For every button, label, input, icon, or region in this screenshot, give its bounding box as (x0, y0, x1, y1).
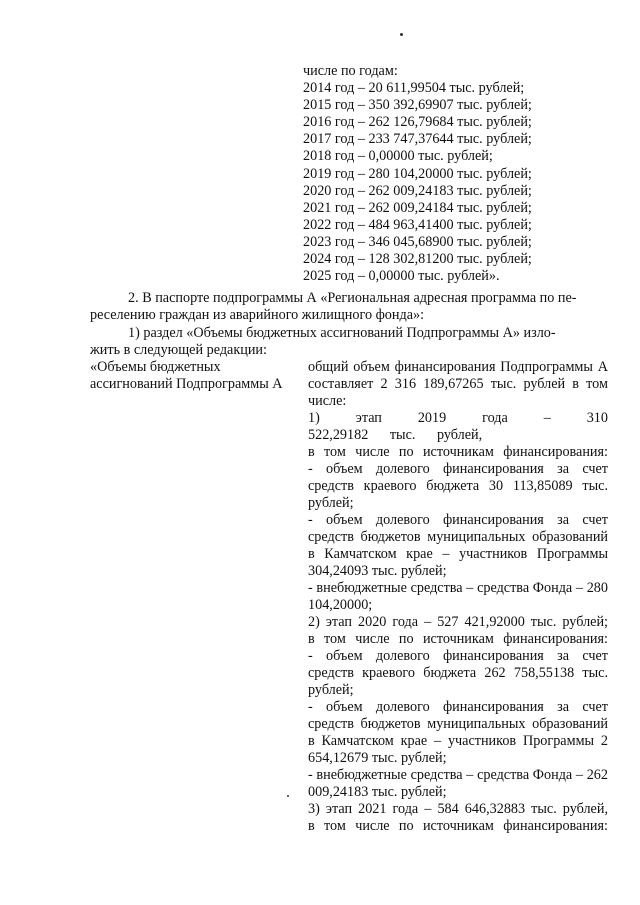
year-row: 2022 год – 484 963,41400 тыс. рублей; (303, 216, 532, 233)
years-list (303, 63, 532, 285)
year-row: 2020 год – 262 009,24183 тыс. рублей; (303, 182, 532, 199)
year-row: 2016 год – 262 126,79684 тыс. рублей; (303, 114, 532, 131)
funding-stage: 1) этап 2019 года – 310 522,29182 тыс. рублей, (308, 410, 608, 443)
paragraph-2-line-1: 2. В паспорте подпрограммы А «Региональная адресная программа по пе- (128, 290, 577, 306)
year-row: 2025 год – 0,00000 тыс. рублей». (303, 268, 500, 285)
paragraph-2-line-2: реселению граждан из аварийного жилищного фонда»: (90, 307, 425, 323)
table-left-label: «Объемы бюджетных (90, 359, 221, 375)
funding-item: - внебюджетные средства – средства Фонда – 280 104,20000; (308, 580, 608, 613)
scan-speck (287, 795, 289, 797)
table-left-cell (90, 359, 305, 393)
table-left-label: ассигнований Подпрограммы А (90, 376, 283, 392)
scan-speck (400, 33, 403, 36)
year-row: 2024 год – 128 302,81200 тыс. рублей; (303, 251, 532, 268)
funding-item: - объем долевого финансирования за счет средств краевого бюджета 30 113,85089 тыс. рублей; (308, 461, 608, 511)
funding-stage: 2) этап 2020 года – 527 421,92000 тыс. рублей; (308, 614, 608, 630)
funding-sources-heading: в том числе по источникам финансирования: (308, 444, 608, 460)
funding-item: - объем долевого финансирования за счет средств бюджетов муниципальных образований в Камчатском крае – участников Программы 2 654,12679 тыс. рублей; (308, 699, 608, 766)
year-row: 2019 год – 280 104,20000 тыс. рублей; (303, 165, 532, 182)
year-row: 2023 год – 346 045,68900 тыс. рублей; (303, 233, 532, 250)
funding-sources-heading: в том числе по источникам финансирования: (308, 631, 608, 647)
year-row: 2015 год – 350 392,69907 тыс. рублей; (303, 97, 532, 114)
funding-stage: 3) этап 2021 года – 584 646,32883 тыс. рублей, (308, 801, 608, 817)
year-row: 2014 год – 20 611,99504 тыс. рублей; (303, 80, 525, 97)
year-row: 2021 год – 262 009,24184 тыс. рублей; (303, 199, 532, 216)
paragraph-2-1-line-1: 1) раздел «Объемы бюджетных ассигнований Подпрограммы А» изло- (128, 325, 556, 341)
years-intro: числе по годам: (303, 63, 398, 79)
table-right-cell (308, 359, 608, 835)
paragraph-2-1-line-2: жить в следующей редакции: (90, 342, 267, 358)
funding-item: - внебюджетные средства – средства Фонда – 262 009,24183 тыс. рублей; (308, 767, 608, 800)
year-row: 2018 год – 0,00000 тыс. рублей; (303, 148, 493, 165)
year-row: 2017 год – 233 747,37644 тыс. рублей; (303, 131, 532, 148)
funding-item: - объем долевого финансирования за счет средств краевого бюджета 262 758,55138 тыс. рублей; (308, 648, 608, 698)
funding-total: общий объем финансирования Подпрограммы А составляет 2 316 189,67265 тыс. рублей в том числе: (308, 359, 608, 409)
funding-sources-heading: в том числе по источникам финансирования: (308, 818, 608, 834)
funding-item: - объем долевого финансирования за счет средств бюджетов муниципальных образований в Камчатском крае – участников Программы 304,24093 тыс. рублей; (308, 512, 608, 579)
